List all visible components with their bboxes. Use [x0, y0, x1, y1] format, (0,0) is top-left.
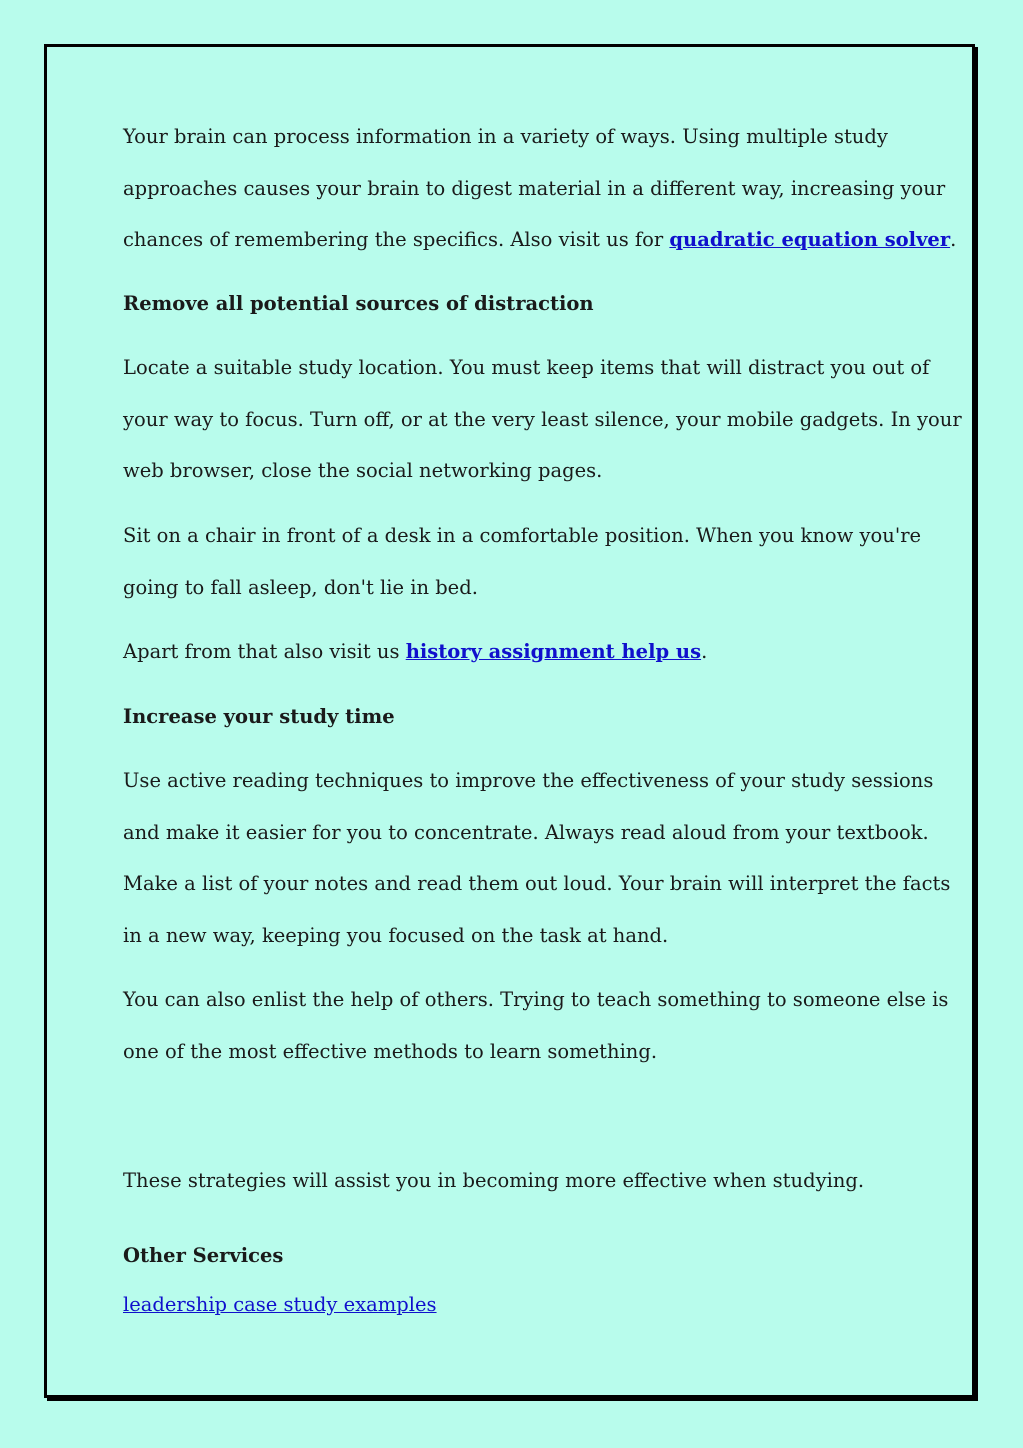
study-p1-line-2: and make it easier for you to concentrate. Always read aloud from your textbook. [123, 820, 929, 844]
quadratic-equation-solver-link[interactable]: quadratic equation solver [669, 228, 951, 252]
distraction-p2-line-2: going to fall asleep, don't lie in bed. [123, 575, 478, 599]
section-heading-distraction: Remove all potential sources of distraction [123, 292, 594, 315]
intro-line-2: approaches causes your brain to digest material in a different way, increasing your [123, 176, 946, 200]
distraction-p3-suffix: . [701, 640, 708, 663]
study-p3-line: These strategies will assist you in becoming more effective when studying. [123, 1169, 865, 1192]
study-p1-line-4: in a new way, keeping you focused on the task at hand. [123, 923, 669, 947]
intro-paragraph [123, 111, 957, 266]
intro-line-3-text: chances of remembering the specifics. Also visit us for [123, 228, 670, 252]
distraction-p3-line [123, 626, 913, 678]
intro-line-1: Your brain can process information in a variety of ways. Using multiple study [123, 125, 888, 148]
section-heading-study-time: Increase your study time [123, 705, 395, 728]
leadership-case-study-link[interactable]: leadership case study examples [123, 1293, 437, 1316]
study-time-paragraph-1 [123, 755, 951, 961]
intro-line-3 [123, 214, 957, 266]
distraction-paragraph-1 [123, 342, 962, 497]
distraction-p3-text: Apart from that also visit us [123, 640, 406, 663]
study-time-paragraph-3 [123, 1155, 913, 1207]
distraction-p2-line-1: Sit on a chair in front of a desk in a comfortable position. When you know you're [123, 524, 922, 547]
other-services-links [123, 1279, 913, 1331]
history-assignment-help-link[interactable]: history assignment help us [405, 640, 702, 663]
study-p2-line-1: You can also enlist the help of others. Trying to teach something to someone else is [123, 988, 949, 1011]
study-time-paragraph-2 [123, 974, 949, 1077]
other-services-line [123, 1279, 913, 1331]
distraction-paragraph-3 [123, 626, 913, 678]
distraction-p1-line-1: Locate a suitable study location. You must keep items that will distract you out of [123, 356, 930, 379]
intro-line-3-suffix: . [950, 228, 957, 252]
distraction-p1-line-2: your way to focus. Turn off, or at the very least silence, your mobile gadgets. In your [123, 407, 962, 431]
study-p1-line-3: Make a list of your notes and read them out loud. Your brain will interpret the facts [123, 872, 951, 896]
other-services-heading: Other Services [123, 1244, 284, 1267]
distraction-paragraph-2 [123, 510, 922, 613]
distraction-p1-line-3: web browser, close the social networking pages. [123, 459, 603, 483]
study-p1-line-1: Use active reading techniques to improve the effectiveness of your study sessions [123, 769, 934, 792]
study-p2-line-2: one of the most effective methods to learn something. [123, 1039, 658, 1063]
